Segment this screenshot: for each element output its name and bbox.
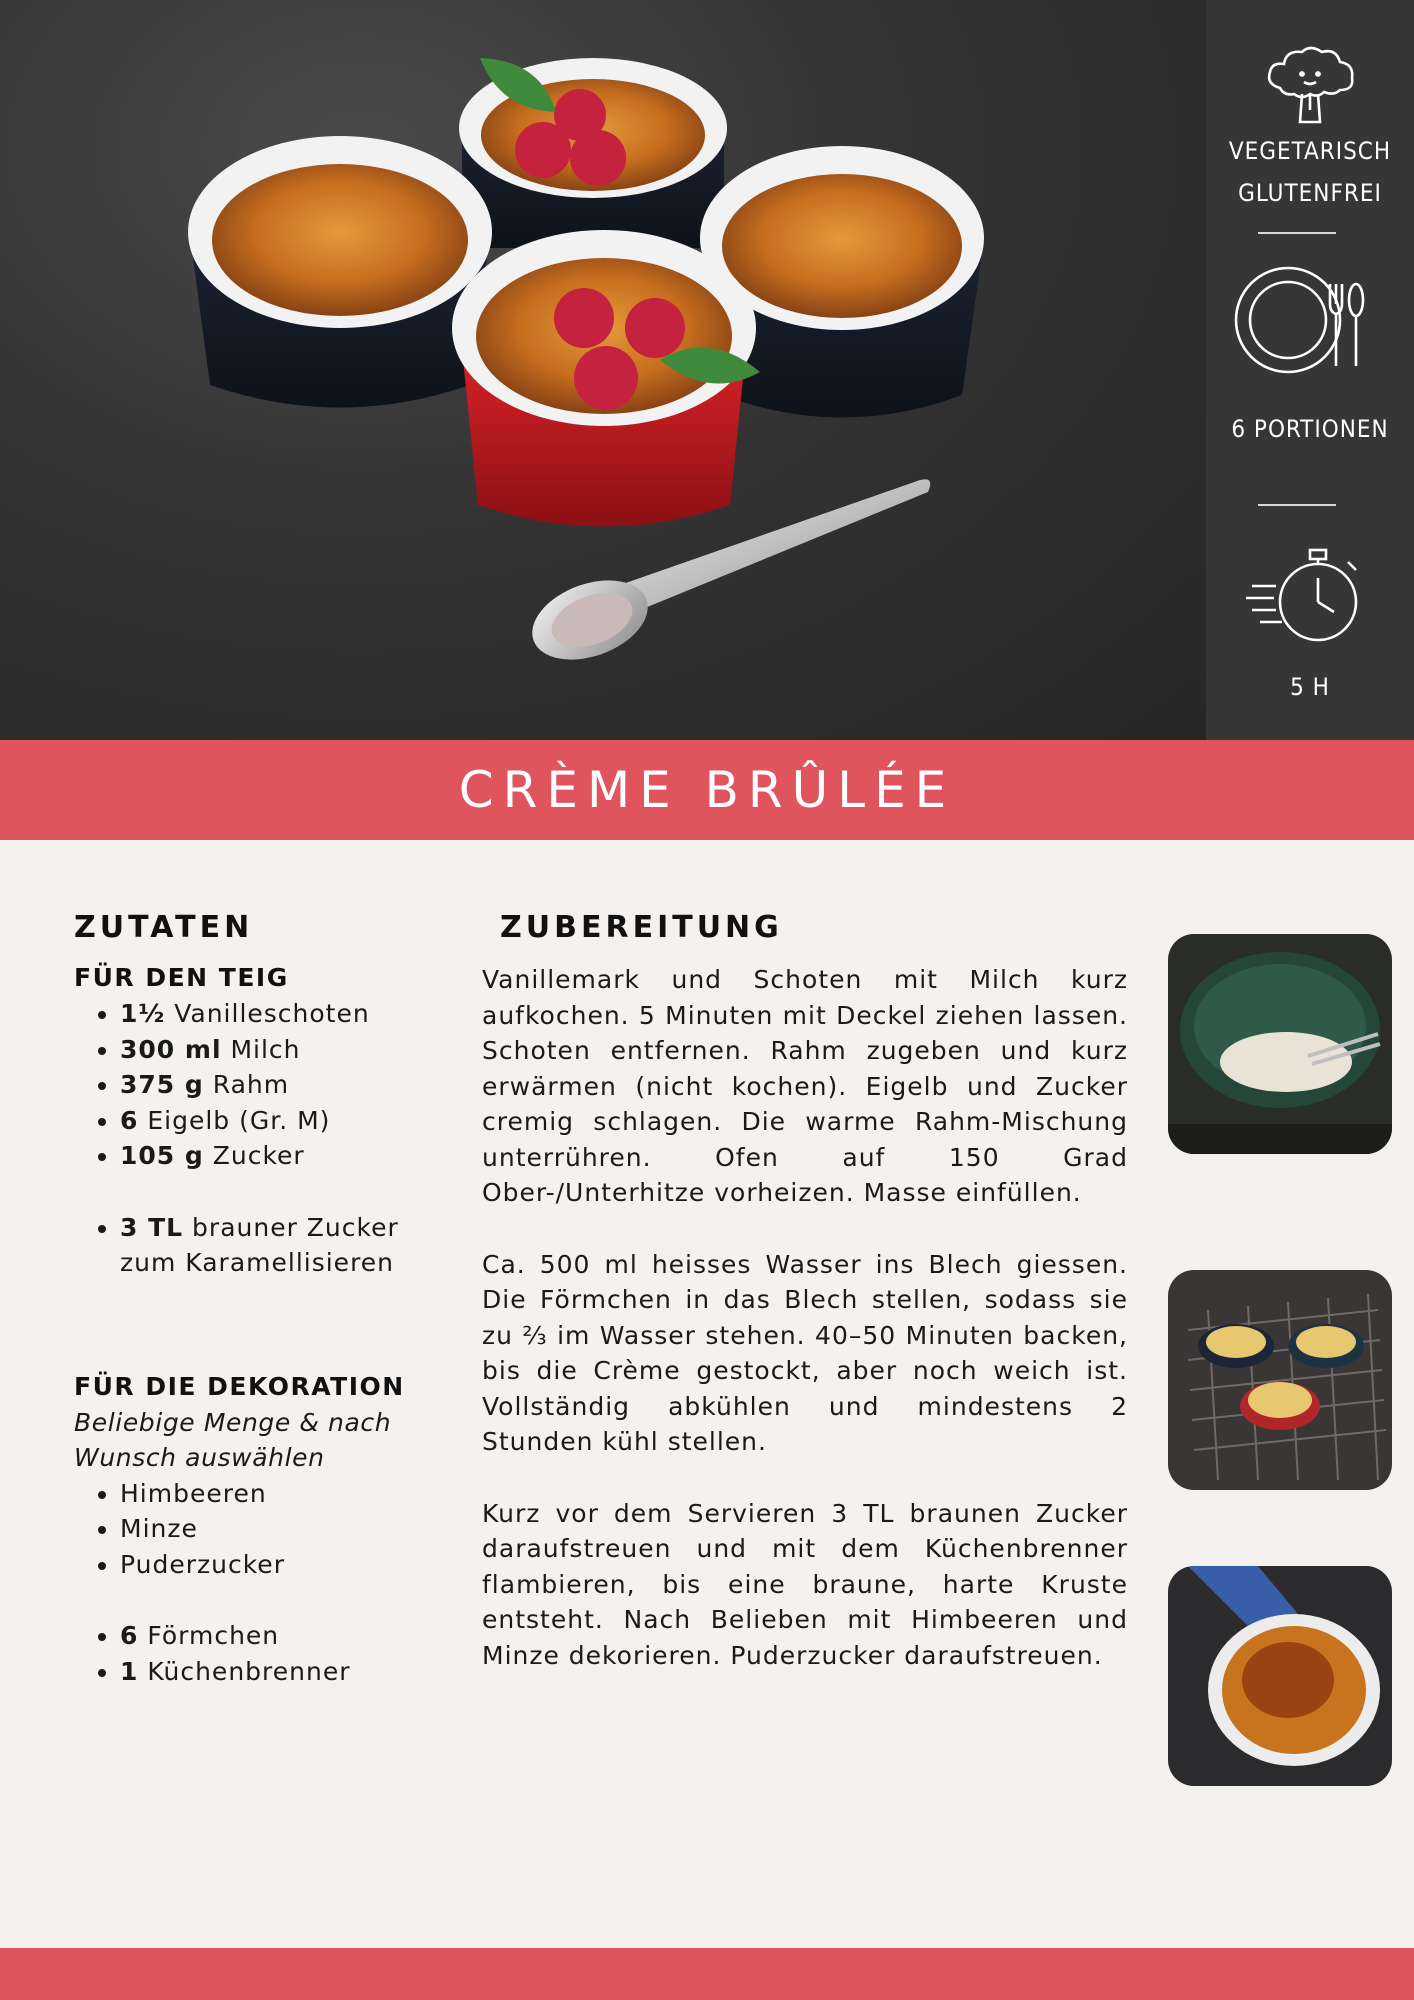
method-section bbox=[482, 962, 1128, 1709]
method-step: Kurz vor dem Servieren 3 TL braunen Zucker daraufstreuen und mit dem Küchenbrenner flambieren, bis eine braune, harte Kruste entsteht. Nach Belieben mit Himbeeren und Minze dekorieren. Puderzucker daraufstreuen. bbox=[482, 1498, 1128, 1670]
decoration-note: Beliebige Menge & nach Wunsch auswählen bbox=[74, 1407, 392, 1472]
list-item: • 375 g Rahm bbox=[120, 1067, 454, 1103]
creme-brulee-ramekins-image bbox=[0, 0, 1206, 740]
list-item: • Minze bbox=[120, 1511, 454, 1547]
method-step: Vanillemark und Schoten mit Milch kurz aufkochen. 5 Minuten mit Deckel ziehen lassen. Schoten entfernen. Rahm zugeben und kurz erwärmen (nicht kochen). Eigelb und Zucker cremig schlagen. Die warme Rahm-Mischung unterrühren. Ofen auf 150 Grad Ober-/Unterhitze vorheizen. Masse einfüllen. bbox=[482, 965, 1128, 1207]
recipe-title: CRÈME BRÛLÉE bbox=[458, 761, 956, 819]
step-photo-torching bbox=[1168, 1566, 1392, 1786]
method-heading: ZUBEREITUNG bbox=[500, 910, 783, 945]
gluten-free-label: GLUTENFREI bbox=[1238, 179, 1382, 207]
stopwatch-icon bbox=[1206, 546, 1414, 646]
sidebar-divider bbox=[1258, 504, 1336, 506]
ingredients-heading: ZUTATEN bbox=[74, 910, 254, 945]
time-label: 5 H bbox=[1290, 673, 1330, 701]
portions-label: 6 PORTIONEN bbox=[1231, 415, 1389, 443]
equipment-list bbox=[74, 1618, 454, 1689]
step-photo-baking-tray bbox=[1168, 1270, 1392, 1490]
recipe-info-sidebar bbox=[1206, 0, 1414, 740]
list-item: • Himbeeren bbox=[120, 1476, 454, 1512]
extra-list bbox=[74, 1210, 454, 1281]
dough-heading: FÜR DEN TEIG bbox=[74, 963, 289, 992]
vegetarian-label: VEGETARISCH bbox=[1228, 137, 1392, 165]
list-item: • 6 Eigelb (Gr. M) bbox=[120, 1103, 454, 1139]
title-band bbox=[0, 740, 1414, 840]
list-item: • 1 Küchenbrenner bbox=[120, 1654, 454, 1690]
list-item: • 105 g Zucker bbox=[120, 1138, 454, 1174]
list-item: • 300 ml Milch bbox=[120, 1032, 454, 1068]
list-item: • 6 Förmchen bbox=[120, 1618, 454, 1654]
list-item: • 3 TL brauner Zucker zum Karamellisieren bbox=[120, 1210, 454, 1281]
list-item: • 1½ Vanilleschoten bbox=[120, 996, 454, 1032]
list-item: • Puderzucker bbox=[120, 1547, 454, 1583]
footer-band bbox=[0, 1948, 1414, 2000]
sidebar-divider bbox=[1258, 232, 1336, 234]
hero-photo bbox=[0, 0, 1206, 740]
broccoli-icon bbox=[1206, 44, 1414, 128]
method-step: Ca. 500 ml heisses Wasser ins Blech giessen. Die Förmchen in das Blech stellen, sodass sie zu ⅔ im Wasser stehen. 40–50 Minuten backen, bis die Crème gestockt, aber noch weich ist. Vollständig abkühlen und mindestens 2 Stunden kühl stellen. bbox=[482, 1249, 1128, 1456]
plate-cutlery-icon bbox=[1206, 264, 1414, 376]
decoration-list bbox=[74, 1476, 454, 1583]
dough-list bbox=[74, 996, 454, 1174]
ingredients-section bbox=[74, 906, 454, 1689]
decoration-heading: FÜR DIE DEKORATION bbox=[74, 1371, 405, 1401]
step-photo-mixing bbox=[1168, 934, 1392, 1154]
